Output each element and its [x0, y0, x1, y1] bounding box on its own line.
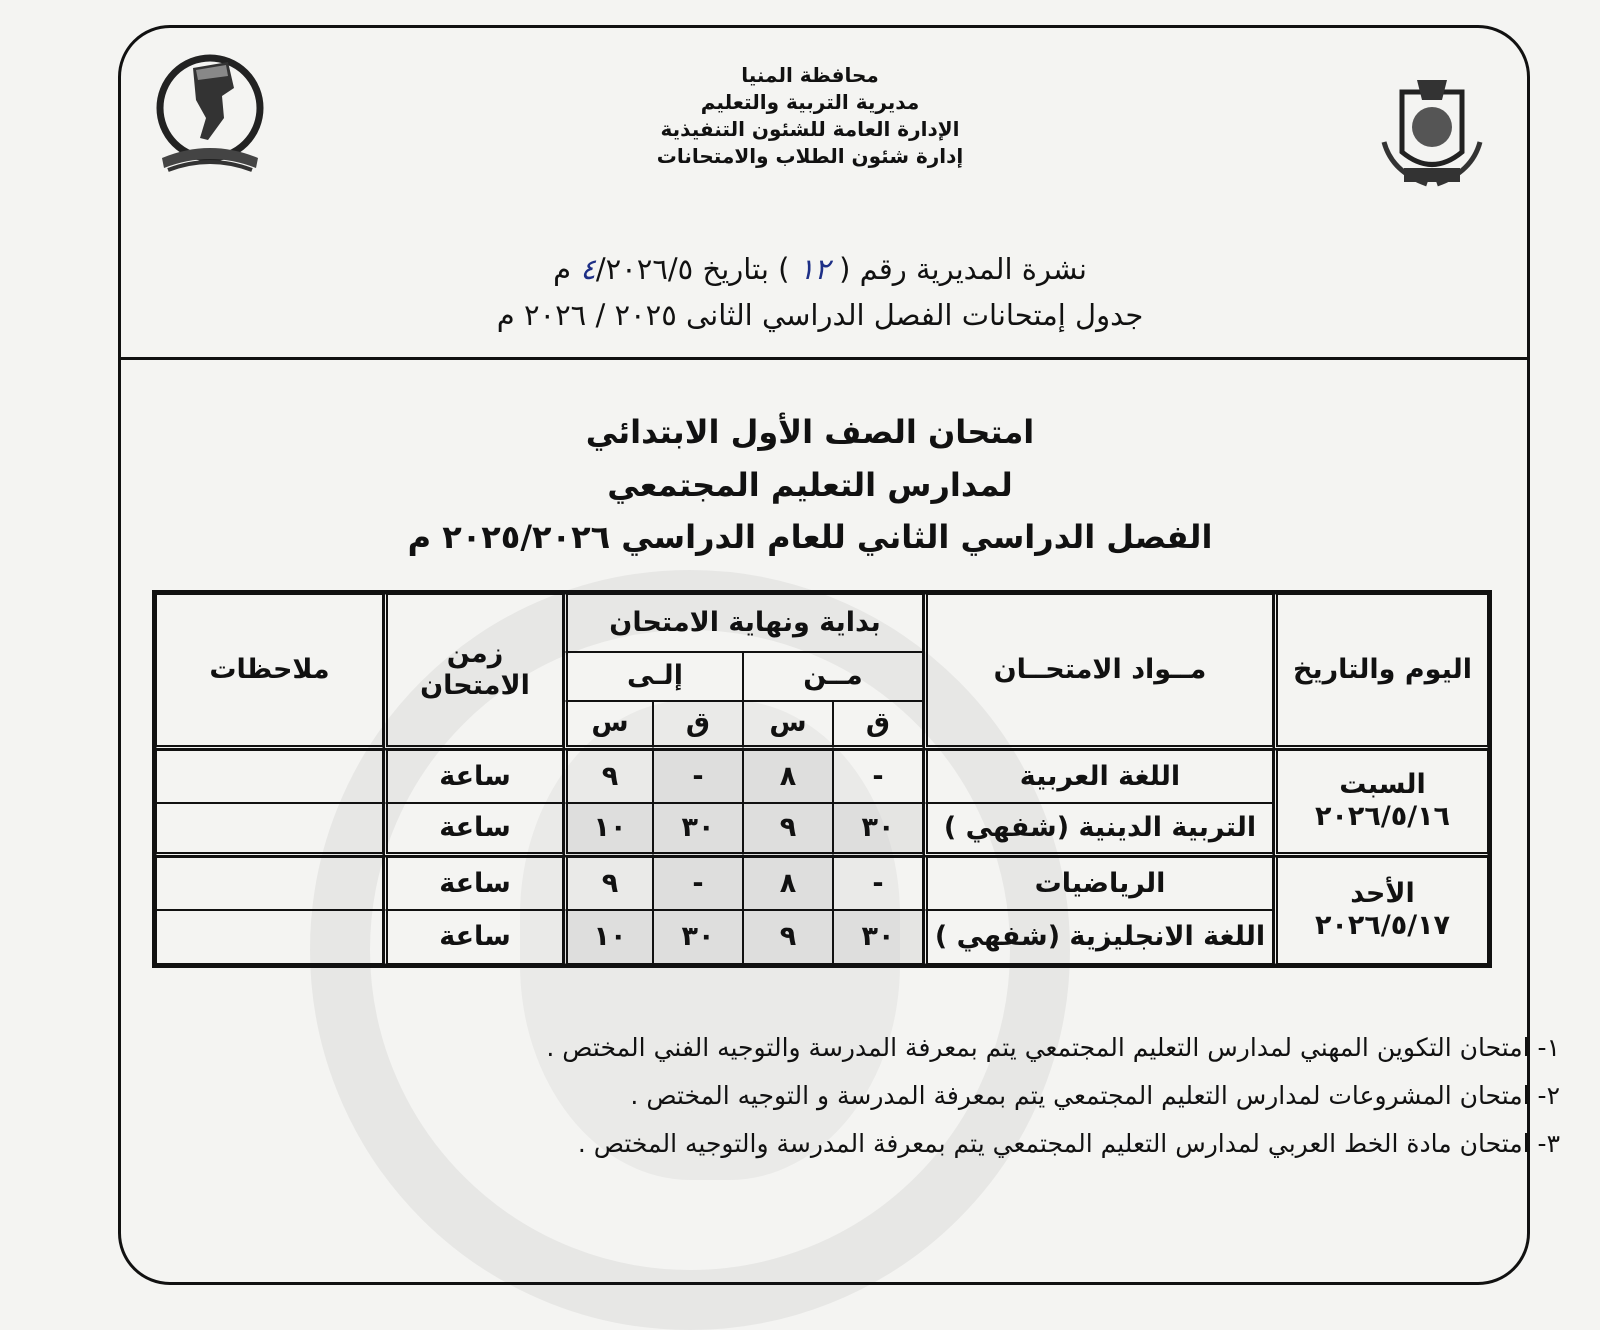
to-q-cell: ٣٠ [653, 910, 743, 964]
day-name: الأحد [1350, 878, 1415, 910]
notes-cell [156, 803, 383, 856]
exam-date: ٢٠٢٦/٥/١٧ [1314, 910, 1451, 942]
header-to-q: ق [653, 701, 743, 750]
bulletin-date: /٢٠٢٦/٥ م [553, 252, 694, 286]
header-from-s: س [743, 701, 833, 750]
from-q-cell: ٣٠ [833, 803, 923, 856]
day-date-cell [1273, 857, 1488, 964]
schedule-subtitle: جدول إمتحانات الفصل الدراسي الثانى ٢٠٢٥ / ٢٠٢٦ م [496, 298, 1144, 332]
nefertiti-emblem-logo [148, 48, 278, 183]
notes-cell [156, 857, 383, 910]
bulletin-prefix: نشرة المديرية رقم ( [839, 252, 1087, 286]
from-s-cell: ٩ [743, 910, 833, 964]
to-s-cell: ٩ [563, 857, 653, 910]
bulletin-date-label: ) بتاريخ [702, 252, 790, 286]
bulletin-number: ١٢ [798, 252, 830, 286]
duration-cell: ساعة [383, 910, 563, 964]
header-to: إلـى [563, 652, 743, 701]
to-q-cell: - [653, 750, 743, 803]
exam-date: ٢٠٢٦/٥/١٦ [1314, 801, 1451, 833]
exam-title: امتحان الصف الأول الابتدائي [585, 413, 1035, 451]
to-s-cell: ١٠ [563, 910, 653, 964]
from-s-cell: ٨ [743, 750, 833, 803]
exam-term: الفصل الدراسي الثاني للعام الدراسي ٢٠٢٥/٢٠٢٦ م [407, 518, 1213, 556]
note-item-1: ١- امتحان التكوين المهني لمدارس التعليم المجتمعي يتم بمعرفة المدرسة والتوجيه الفني المختص . [546, 1033, 1560, 1062]
bulletin-line [440, 252, 1200, 286]
exams-administration: إدارة شئون الطلاب والامتحانات [656, 144, 964, 168]
header-from-q: ق [833, 701, 923, 750]
header-from: مــن [743, 652, 923, 701]
table-row [156, 750, 1488, 803]
duration-cell: ساعة [383, 750, 563, 803]
header-subjects: مــواد الامتحــان [923, 594, 1273, 750]
notes-cell [156, 750, 383, 803]
subject-cell: الرياضيات [923, 857, 1273, 910]
note-item-3: ٣- امتحان مادة الخط العربي لمدارس التعليم المجتمعي يتم بمعرفة المدرسة والتوجيه المختص . [577, 1129, 1560, 1158]
day-name: السبت [1339, 769, 1426, 801]
to-s-cell: ١٠ [563, 803, 653, 856]
bulletin-day: ٤ [580, 252, 596, 286]
subject-cell: اللغة الانجليزية (شفهي ) [923, 910, 1273, 964]
from-q-cell: - [833, 750, 923, 803]
header-text [620, 62, 1000, 170]
from-q-cell: - [833, 857, 923, 910]
governorate-name: محافظة المنيا [741, 63, 879, 87]
notes-cell [156, 910, 383, 964]
directorate-name: مديرية التربية والتعليم [700, 90, 920, 114]
to-q-cell: - [653, 857, 743, 910]
table-row [156, 857, 1488, 910]
exam-schools: لمدارس التعليم المجتمعي [607, 466, 1013, 504]
to-q-cell: ٣٠ [653, 803, 743, 856]
to-s-cell: ٩ [563, 750, 653, 803]
general-administration: الإدارة العامة للشئون التنفيذية [660, 117, 960, 141]
header-duration: زمن الامتحان [383, 594, 563, 750]
from-s-cell: ٩ [743, 803, 833, 856]
subject-cell: التربية الدينية (شفهي ) [923, 803, 1273, 856]
header-start-end: بداية ونهاية الامتحان [563, 594, 923, 652]
from-q-cell: ٣٠ [833, 910, 923, 964]
header-notes: ملاحظات [156, 594, 383, 750]
header-divider [118, 357, 1530, 360]
subject-cell: اللغة العربية [923, 750, 1273, 803]
minya-governorate-emblem-logo [1372, 72, 1492, 197]
note-item-2: ٢- امتحان المشروعات لمدارس التعليم المجتمعي يتم بمعرفة المدرسة و التوجيه المختص . [630, 1081, 1560, 1110]
from-s-cell: ٨ [743, 857, 833, 910]
duration-cell: ساعة [383, 857, 563, 910]
duration-cell: ساعة [383, 803, 563, 856]
day-date-cell [1273, 750, 1488, 857]
header-to-s: س [563, 701, 653, 750]
header-day-date: اليوم والتاريخ [1273, 594, 1488, 750]
exam-schedule-table [152, 590, 1492, 968]
